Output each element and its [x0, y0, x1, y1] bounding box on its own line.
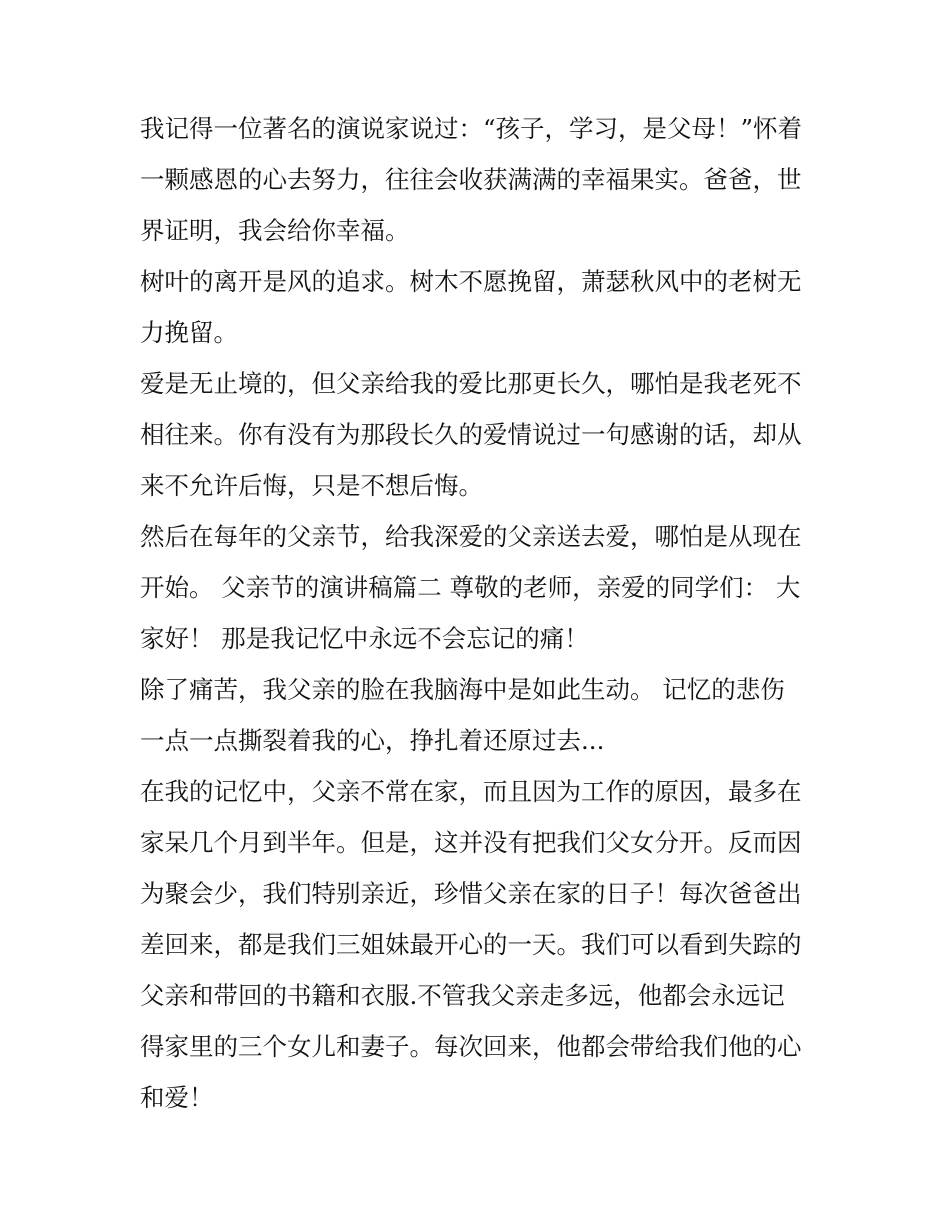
document-body	[140, 103, 820, 1123]
text-line: 力挽留。	[140, 318, 238, 347]
text-line: 来不允许后悔，只是不想后悔。	[140, 471, 483, 500]
text-line: 得家里的三个女儿和妻子。每次回来，他都会带给我们他的心	[140, 1032, 802, 1061]
text-line: 除了痛苦，我父亲的脸在我脑海中是如此生动。 记忆的悲伤	[140, 675, 785, 704]
text-line: 树叶的离开是风的追求。树木不愿挽留，萧瑟秋风中的老树无	[140, 267, 802, 296]
text-line: 爱是无止境的，但父亲给我的爱比那更长久，哪怕是我老死不	[140, 369, 802, 398]
text-line: 为聚会少，我们特别亲近，珍惜父亲在家的日子！每次爸爸出	[140, 879, 802, 908]
text-line: 和爱！	[140, 1083, 214, 1112]
text-line: 界证明，我会给你幸福。	[140, 216, 410, 245]
text-line: 一颗感恩的心去努力，往往会收获满满的幸福果实。爸爸，世	[140, 165, 802, 194]
text-line: 相往来。你有没有为那段长久的爱情说过一句感谢的话，却从	[140, 420, 802, 449]
text-line: 家呆几个月到半年。但是，这并没有把我们父女分开。反而因	[140, 828, 802, 857]
text-line: 在我的记忆中，父亲不常在家，而且因为工作的原因，最多在	[140, 777, 802, 806]
text-line: 父亲和带回的书籍和衣服.不管我父亲走多远，他都会永远记	[140, 981, 785, 1010]
text-line: 开始。 父亲节的演讲稿篇二 尊敬的老师，亲爱的同学们： 大	[140, 573, 801, 602]
text-line: 一点一点撕裂着我的心，挣扎着还原过去...	[140, 726, 605, 755]
text-line: 我记得一位著名的演说家说过：“孩子，学习，是父母！”怀着	[140, 114, 803, 143]
text-line: 差回来，都是我们三姐妹最开心的一天。我们可以看到失踪的	[140, 930, 802, 959]
text-line: 家好！ 那是我记忆中永远不会忘记的痛！	[140, 624, 589, 653]
text-line: 然后在每年的父亲节，给我深爱的父亲送去爱，哪怕是从现在	[140, 522, 802, 551]
